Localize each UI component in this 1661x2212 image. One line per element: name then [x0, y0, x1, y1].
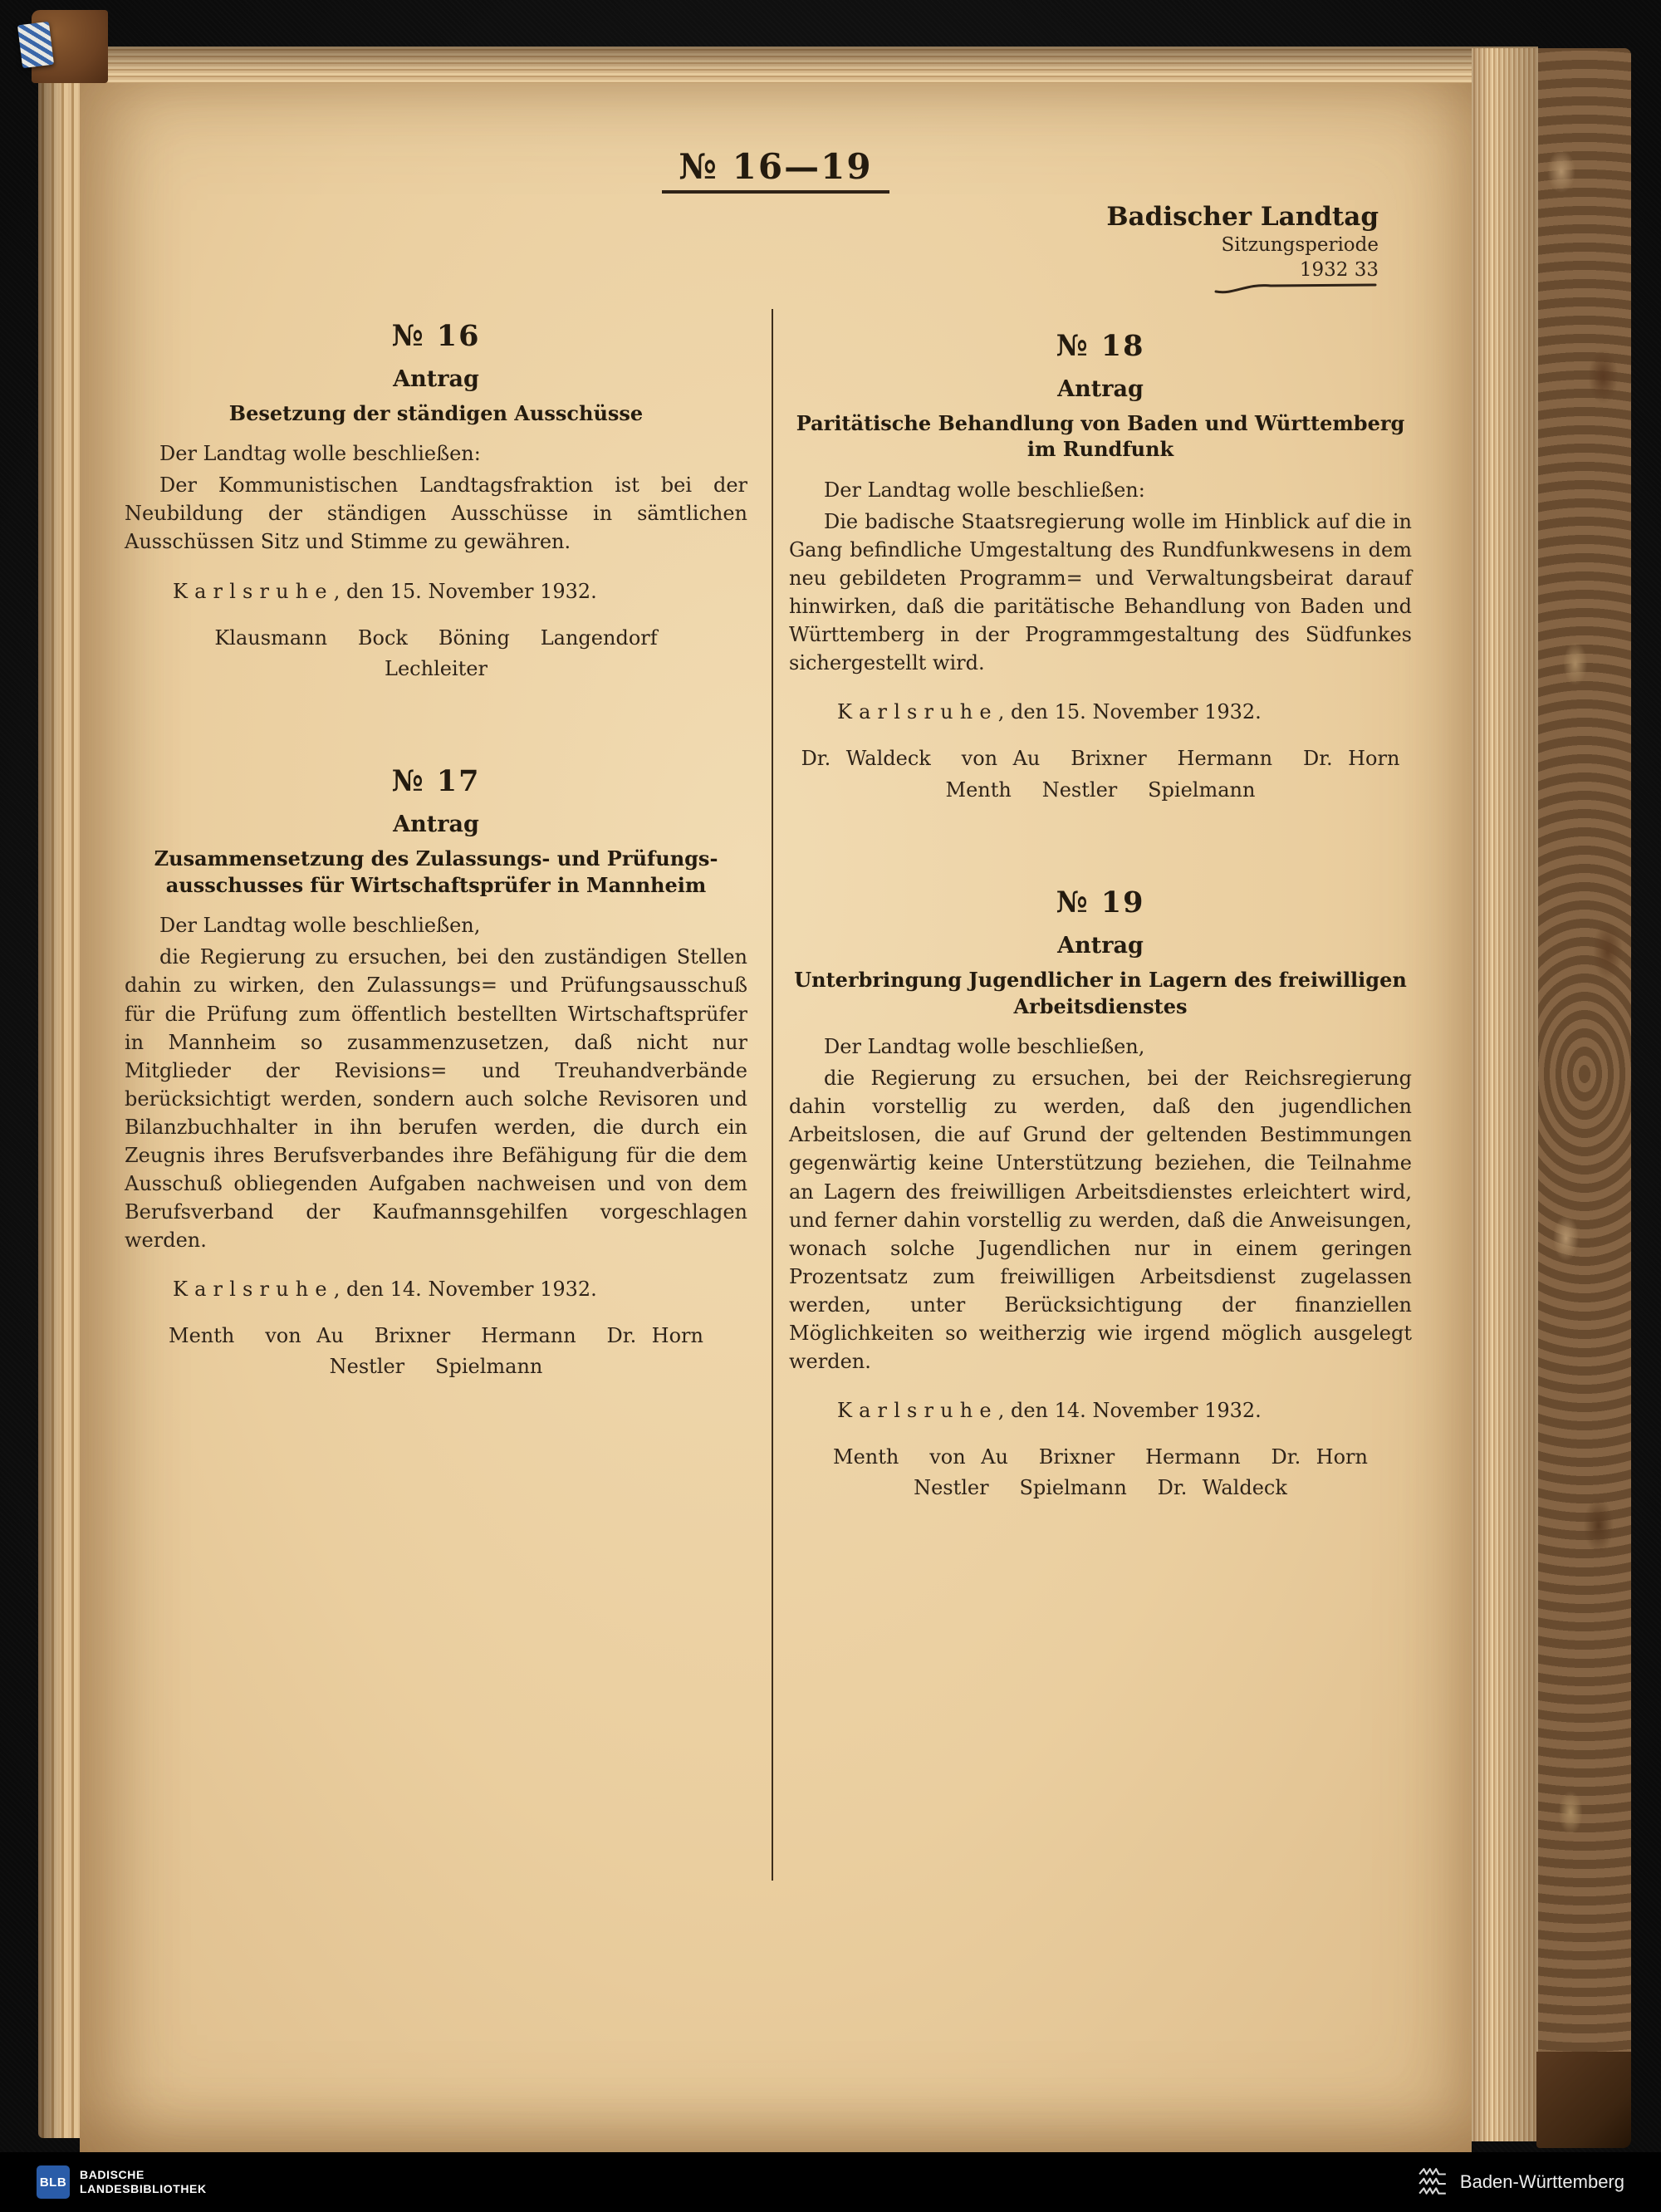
signature-line: Menth Nestler Spielmann: [945, 777, 1256, 802]
antrag-opening: Der Landtag wolle beschließen:: [159, 442, 481, 466]
column-right: [789, 319, 1412, 1584]
antrag-signatures: [789, 743, 1412, 805]
antrag-number: № 16: [391, 318, 481, 353]
antrag-dateline: [789, 700, 1412, 723]
antrag-body: Die badische Staatsregierung wolle im Hinblick auf die in Gang befindliche Umgestaltung des Rundfunkwesens in dem neu gebildeten Programm= und Verwaltungsbeirat darauf hinwirken, daß die paritätische Behandlung von Baden und Württemberg in der Programmgestaltung des Südfunkes sichergestellt wird.: [789, 509, 1412, 675]
antrag-body: Der Kommunistischen Landtagsfraktion ist bei der Neubildung der ständigen Ausschüsse in sämtlichen Ausschüssen Sitz und Stimme zu gewähren.: [125, 473, 747, 554]
antrag-title-line: Arbeitsdienstes: [1013, 993, 1188, 1018]
library-logo[interactable]: [37, 2165, 207, 2199]
antrag-opening: Der Landtag wolle beschließen,: [824, 1035, 1145, 1059]
masthead: [80, 202, 1379, 299]
antrag-title-line: im Rundfunk: [1026, 437, 1174, 462]
page-stack-left-edge: [38, 35, 80, 2138]
antrag-kind: Antrag: [1057, 375, 1144, 402]
dateline-date: , den 15. November 1932.: [333, 579, 597, 603]
dateline-city: Karlsruhe: [173, 1278, 334, 1302]
library-name-line2: LANDESBIBLIOTHEK: [80, 2182, 207, 2195]
antrag-number: № 18: [1056, 328, 1145, 363]
state-label: Baden-Württemberg: [1459, 2171, 1624, 2192]
cover-corner-bottom: [1536, 2052, 1631, 2148]
marbled-cover-board: [1538, 48, 1631, 2100]
dateline-city: Karlsruhe: [837, 700, 998, 724]
antrag-kind: Antrag: [393, 365, 479, 392]
viewer-footer-bar: [0, 2152, 1661, 2212]
antrag-title-line: Paritätische Behandlung von Baden und Württemberg: [796, 410, 1405, 435]
antrag-16: [125, 319, 747, 684]
antrag-number: № 19: [1056, 885, 1145, 920]
antrag-title-line: ausschusses für Wirtschaftsprüfer in Mannheim: [165, 872, 707, 897]
antrag-kind: Antrag: [393, 811, 479, 837]
page-fore-edge: [1472, 48, 1538, 2141]
antrag-title: [125, 846, 747, 898]
column-left: [125, 319, 747, 1584]
masthead-flourish-icon: [1213, 280, 1379, 295]
masthead-title: Badischer Landtag: [1106, 202, 1379, 232]
antrag-title-line: Unterbringung Jugendlicher in Lagern des freiwilligen: [794, 967, 1407, 992]
antrag-kind: Antrag: [1057, 932, 1144, 959]
dateline-city: Karlsruhe: [837, 1399, 998, 1423]
antrag-title-line: Zusammensetzung des Zulassungs- und Prüfungs-: [154, 846, 718, 871]
page-header: [80, 146, 1472, 194]
antrag-opening: Der Landtag wolle beschließen:: [824, 478, 1145, 502]
antrag-signatures: [789, 1442, 1412, 1503]
antrag-body: die Regierung zu ersuchen, bei den zuständigen Stellen dahin zu wirken, den Zulassungs= und Prüfungsausschuß für die Prüfung zum öffentlich bestellten Wirtschaftsprüfer in Mannheim so zusammenzusetzen, daß nicht nur Mitglieder der Revisions= und Treuhandverbände berücksichtigt werden, sondern auch solche Revisoren und Bilanzbuchhalter in ihn berufen werden, die durch ein Zeugnis ihres Berufsverbandes ihre Befähigung für die dem Ausschuß obliegenden Aufgaben nachweisen und von dem Berufsverband der Kaufmannsgehilfen vorgeschlagen werden.: [125, 945, 747, 1253]
signature-line: Klausmann Bock Böning Langendorf: [214, 625, 658, 650]
signature-line: Nestler Spielmann Dr. Waldeck: [914, 1476, 1287, 1500]
antrag-body: die Regierung zu ersuchen, bei der Reichsregierung dahin vorstellig zu werden, daß den jugendlichen Arbeitslosen, die auf Grund der geltenden Bestimmungen gegenwärtig keine Unterstützung beziehen, die Teilnahme an Lagern des freiwilligen Arbeitsdienstes erleichtert wird, und ferner dahin vorstellig zu werden, daß die Anweisungen, wonach solche Jugendlichen nur in einem geringen Prozentsatz zum freiwilligen Arbeitsdienst zugelassen werden, unter Berücksichtigung der finanziellen Möglichkeiten so weitherzig wie irgend möglich ausgelegt werden.: [789, 1067, 1412, 1374]
headband: [17, 22, 54, 68]
page-number-range: № 16—19: [662, 146, 889, 194]
signature-line: Nestler Spielmann: [329, 1355, 543, 1379]
antrag-title: [125, 400, 747, 427]
antrag-opening: Der Landtag wolle beschließen,: [159, 914, 481, 938]
signature-line: Lechleiter: [385, 656, 488, 680]
antrag-19: [789, 885, 1412, 1504]
masthead-subtitle: Sitzungsperiode: [1221, 234, 1379, 257]
antrag-title-line: Besetzung der ständigen Ausschüsse: [228, 400, 644, 425]
antrag-title: [789, 967, 1412, 1019]
document-page: [80, 83, 1472, 2152]
dateline-date: , den 14. November 1932.: [997, 1399, 1262, 1423]
antrag-17: [125, 764, 747, 1383]
antrag-title: [789, 410, 1412, 463]
column-divider: [772, 309, 773, 1881]
antrag-number: № 17: [391, 763, 481, 798]
signature-line: Dr. Waldeck von Au Brixner Hermann Dr. Horn: [801, 747, 1400, 771]
masthead-session: 1932 33: [1299, 258, 1379, 281]
antrag-signatures: [125, 1321, 747, 1382]
two-column-body: [80, 319, 1472, 1584]
state-logo[interactable]: [1417, 2166, 1624, 2198]
antrag-signatures: [125, 623, 747, 684]
library-name: [80, 2168, 207, 2197]
signature-line: Menth von Au Brixner Hermann Dr. Horn: [169, 1324, 703, 1348]
antrag-dateline: [125, 580, 747, 603]
dateline-date: , den 14. November 1932.: [333, 1278, 597, 1302]
library-name-line1: BADISCHE: [80, 2167, 145, 2181]
antrag-dateline: [125, 1278, 747, 1301]
signature-line: Menth von Au Brixner Hermann Dr. Horn: [833, 1445, 1368, 1469]
dateline-city: Karlsruhe: [173, 579, 334, 603]
blb-logo-icon: BLB: [37, 2165, 70, 2199]
book-top-edge: [80, 47, 1538, 85]
bw-antlers-emblem-icon: [1417, 2166, 1448, 2198]
antrag-dateline: [789, 1399, 1412, 1422]
dateline-date: , den 15. November 1932.: [997, 700, 1262, 724]
antrag-18: [789, 329, 1412, 806]
